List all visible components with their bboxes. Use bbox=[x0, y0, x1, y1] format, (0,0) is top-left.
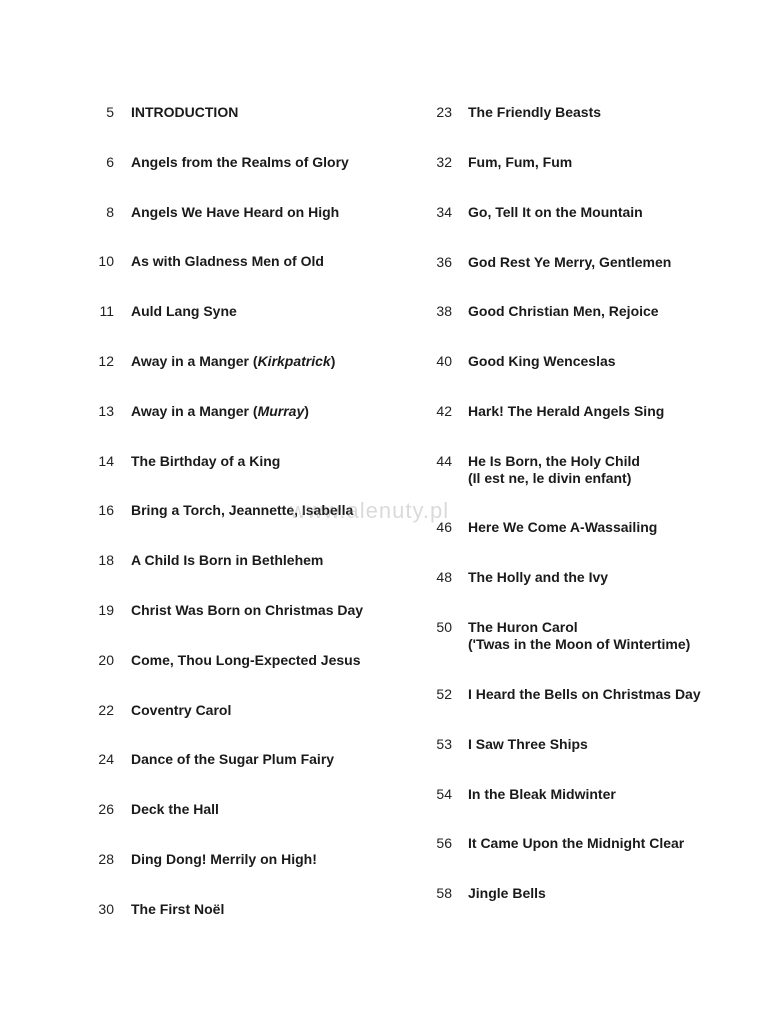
entry-title-text: In the Bleak Midwinter bbox=[468, 786, 616, 802]
entry-title-text: I Saw Three Ships bbox=[468, 736, 588, 752]
entry-title-italic: Kirkpatrick bbox=[257, 353, 331, 369]
page-number: 52 bbox=[436, 686, 452, 702]
entry-title bbox=[131, 751, 334, 768]
page-number: 24 bbox=[98, 751, 114, 768]
entry-title-suffix: ) bbox=[330, 353, 336, 369]
entry-title-text: Auld Lang Syne bbox=[131, 303, 237, 320]
page-number: 34 bbox=[436, 204, 452, 220]
page-number: 54 bbox=[436, 786, 452, 802]
page-number: 23 bbox=[436, 104, 452, 120]
page-number: 13 bbox=[98, 402, 114, 419]
page-number: 6 bbox=[106, 153, 114, 170]
entry-title-text: Angels from the Realms of Glory bbox=[131, 153, 349, 170]
entry-title bbox=[468, 519, 657, 536]
entry-title-text: Angels We Have Heard on High bbox=[131, 203, 340, 220]
entry-title-text: Ding Dong! Merrily on High! bbox=[131, 851, 317, 867]
entry-title-suffix: ) bbox=[304, 402, 309, 419]
entry-title bbox=[468, 353, 616, 370]
entry-title bbox=[468, 303, 659, 320]
page-number: 38 bbox=[436, 303, 452, 319]
page-number: 22 bbox=[98, 701, 114, 718]
entry-title-text: The Holly and the Ivy bbox=[468, 569, 609, 585]
entry-title-text: Away in a Manger ( bbox=[131, 402, 258, 419]
entry-title bbox=[131, 453, 280, 470]
entry-title-text: Come, Thou Long-Expected Jesus bbox=[131, 651, 361, 668]
entry-title bbox=[468, 204, 643, 221]
page-number: 20 bbox=[98, 651, 114, 668]
entry-title bbox=[468, 569, 608, 586]
entry-title-text: Away in a Manger ( bbox=[131, 353, 258, 369]
entry-title-text: The Friendly Beasts bbox=[468, 104, 602, 120]
entry-title bbox=[468, 453, 640, 487]
entry-title bbox=[468, 104, 601, 121]
entry-title-text: Deck the Hall bbox=[131, 801, 219, 818]
entry-subtitle: (Il est ne, le divin enfant) bbox=[468, 470, 632, 486]
entry-title-text: God Rest Ye Merry, Gentlemen bbox=[468, 254, 672, 270]
page-number: 19 bbox=[98, 602, 114, 618]
entry-title-text: Fum, Fum, Fum bbox=[468, 154, 573, 170]
page-number: 8 bbox=[106, 203, 114, 220]
page-number: 30 bbox=[98, 900, 114, 917]
entry-title-text: The First Noël bbox=[131, 900, 225, 917]
page-number: 44 bbox=[436, 453, 452, 469]
entry-title bbox=[131, 801, 219, 818]
page-number: 36 bbox=[436, 254, 452, 270]
entry-title bbox=[468, 786, 616, 803]
page-number: 28 bbox=[98, 851, 114, 867]
entry-title-text: As with Gladness Men of Old bbox=[131, 253, 324, 270]
entry-title-text: Bring a Torch, Jeannette, Isabella bbox=[131, 502, 354, 519]
entry-title bbox=[468, 154, 572, 171]
page-number: 26 bbox=[98, 801, 114, 818]
entry-title bbox=[131, 154, 349, 171]
entry-title bbox=[131, 104, 238, 121]
page-number: 46 bbox=[436, 519, 452, 535]
entry-title bbox=[131, 652, 360, 669]
entry-title-text: Hark! The Herald Angels Sing bbox=[468, 403, 665, 419]
page-number: 53 bbox=[436, 736, 452, 752]
page-number: 18 bbox=[98, 552, 114, 569]
entry-title-text: INTRODUCTION bbox=[131, 104, 239, 120]
watermark: www.alenuty.pl bbox=[290, 498, 450, 523]
entry-title-text: The Birthday of a King bbox=[131, 452, 281, 469]
entry-title bbox=[131, 353, 335, 370]
entry-title bbox=[131, 204, 339, 221]
entry-title bbox=[131, 253, 324, 270]
entry-title bbox=[131, 602, 363, 619]
entry-title-text: The Huron Carol bbox=[468, 619, 578, 635]
entry-title bbox=[468, 885, 546, 902]
entry-title bbox=[468, 403, 664, 420]
page-number: 58 bbox=[436, 885, 452, 901]
page-number: 10 bbox=[98, 253, 114, 270]
entry-title bbox=[468, 736, 588, 753]
entry-title-text: A Child Is Born in Bethlehem bbox=[131, 552, 324, 569]
page-number: 50 bbox=[436, 619, 452, 635]
entry-title-text: It Came Upon the Midnight Clear bbox=[468, 835, 685, 851]
entry-title-text: He Is Born, the Holy Child bbox=[468, 453, 640, 469]
page-number: 11 bbox=[99, 303, 114, 320]
entry-subtitle: ('Twas in the Moon of Wintertime) bbox=[468, 636, 691, 652]
entry-title bbox=[468, 835, 684, 852]
entry-title bbox=[131, 702, 231, 719]
entry-title-text: Coventry Carol bbox=[131, 701, 232, 718]
page-number: 42 bbox=[436, 403, 452, 419]
entry-title-text: Here We Come A-Wassailing bbox=[468, 519, 658, 535]
page-number: 32 bbox=[436, 154, 452, 170]
entry-title bbox=[468, 619, 690, 653]
entry-title-text: Jingle Bells bbox=[468, 885, 546, 901]
entry-title bbox=[131, 552, 323, 569]
entry-title-text: Go, Tell It on the Mountain bbox=[468, 204, 643, 220]
page-number: 48 bbox=[436, 569, 452, 585]
page-number: 56 bbox=[436, 835, 452, 851]
page-number: 40 bbox=[436, 353, 452, 369]
entry-title-text: I Heard the Bells on Christmas Day bbox=[468, 686, 701, 702]
entry-title-text: Christ Was Born on Christmas Day bbox=[131, 602, 364, 618]
page-number: 16 bbox=[98, 502, 114, 519]
entry-title-italic: Murray bbox=[257, 402, 305, 419]
entry-title-text: Good King Wenceslas bbox=[468, 353, 616, 369]
page-number: 14 bbox=[98, 452, 114, 469]
entry-title-text: Dance of the Sugar Plum Fairy bbox=[131, 751, 335, 768]
page-number: 5 bbox=[106, 104, 114, 120]
entry-title bbox=[131, 901, 224, 918]
entry-title-text: Good Christian Men, Rejoice bbox=[468, 303, 659, 319]
entry-title bbox=[131, 403, 309, 420]
entry-title bbox=[131, 303, 237, 320]
page-number: 12 bbox=[98, 353, 114, 369]
entry-title bbox=[131, 851, 317, 868]
entry-title bbox=[468, 254, 671, 271]
entry-title bbox=[468, 686, 701, 703]
